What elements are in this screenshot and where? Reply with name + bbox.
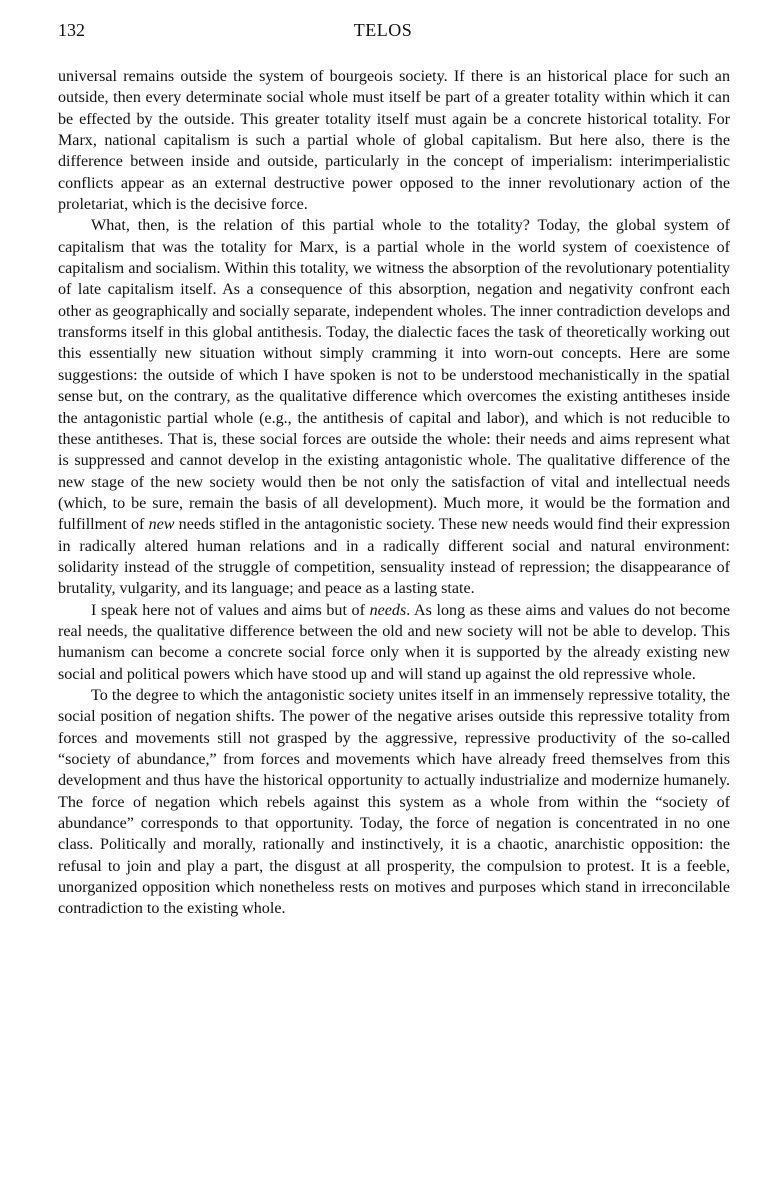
paragraph-3-text-start: I speak here not of values and aims but of bbox=[91, 601, 370, 619]
running-title: TELOS bbox=[353, 20, 413, 40]
paragraph-2 bbox=[58, 215, 730, 599]
paragraph-2-text-start: What, then, is the relation of this partial whole to the totality? Today, the global system of capitalism that was the totality for Marx, is a partial whole in the world system of coexistence of capitalism and socialism. Within this totality, we witness the absorption of the revolutionary potentiality of late capitalism itself. As a consequence of this absorption, negation and negativity confront each other as geographically and socially separate, independent wholes. The inner contradiction develops and transforms itself in this global antithesis. Today, the dialectic faces the task of theoretically working out this essentially new situation without simply cramming it into worn-out concepts. Here are some suggestions: the outside of which I have spoken is not to be understood mechanistically in the spatial sense but, on the contrary, as the qualitative difference which overcomes the existing antitheses inside the antagonistic partial whole (e.g., the antithesis of capital and labor), and which is not reducible to these antitheses. That is, these social forces are outside the whole: their needs and aims represent what is suppressed and cannot develop in the existing antagonistic whole. The qualitative difference of the new stage of the new society would then be not only the satisfaction of vital and intellectual needs (which, to be sure, remain the basis of all development). Much more, it would be the formation and fulfillment of bbox=[58, 217, 730, 534]
paragraph-4-text: To the degree to which the antagonistic society unites itself in an immensely repressive totality, the social position of negation shifts. The power of the negative arises outside this repressive totality from forces and movements still not grasped by the aggressive, repressive productivity of the so-called “society of abundance,” from forces and movements which have already freed themselves from this development and thus have the historical opportunity to actually industrialize and modernize humanely. The force of negation which rebels against this system as a whole from within the “society of abundance” corresponds to that opportunity. Today, the force of negation is concentrated in no one class. Politically and morally, rationally and instinctively, it is a chaotic, anarchistic opposition: the refusal to join and play a part, the disgust at all prosperity, the compulsion to protest. It is a feeble, unorganized opposition which nonetheless rests on motives and purposes which stand in irreconcilable contradiction to the existing whole. bbox=[58, 686, 730, 918]
paragraph-3 bbox=[58, 600, 730, 685]
paragraph-4 bbox=[58, 685, 730, 920]
paragraph-1 bbox=[58, 66, 730, 215]
page-number: 132 bbox=[58, 20, 85, 40]
paragraph-2-text-end: needs stifled in the antagonistic society. These new needs would find their expression in radically altered human relations and in a radically different social and natural environment: solidarity instead of the struggle of competition, sensuality instead of repression; the disappearance of brutality, vulgarity, and its language; and peace as a lasting state. bbox=[58, 516, 730, 598]
body-text bbox=[58, 66, 730, 920]
paragraph-3-emphasis-needs: needs bbox=[369, 601, 407, 619]
paragraph-1-text: universal remains outside the system of bourgeois society. If there is an historical place for such an outside, then every determinate social whole must itself be part of a greater totality within which it can be effected by the outside. This greater totality itself must again be a concrete historical totality. For Marx, national capitalism is such a partial whole of global capitalism. But here also, there is the difference between inside and outside, particularly in the concept of imperialism: interimperialistic conflicts appear as an external destructive power opposed to the inner revolutionary action of the proletariat, which is the decisive force. bbox=[58, 68, 730, 214]
paragraph-3-text-end: . As long as these aims and values do not become real needs, the qualitative difference between the old and new society will not be able to develop. This humanism can become a concrete social force only when it is supported by the already existing new social and political powers which have stood up and will stand up against the old repressive whole. bbox=[58, 601, 730, 683]
paragraph-2-emphasis-new: new bbox=[148, 516, 175, 534]
